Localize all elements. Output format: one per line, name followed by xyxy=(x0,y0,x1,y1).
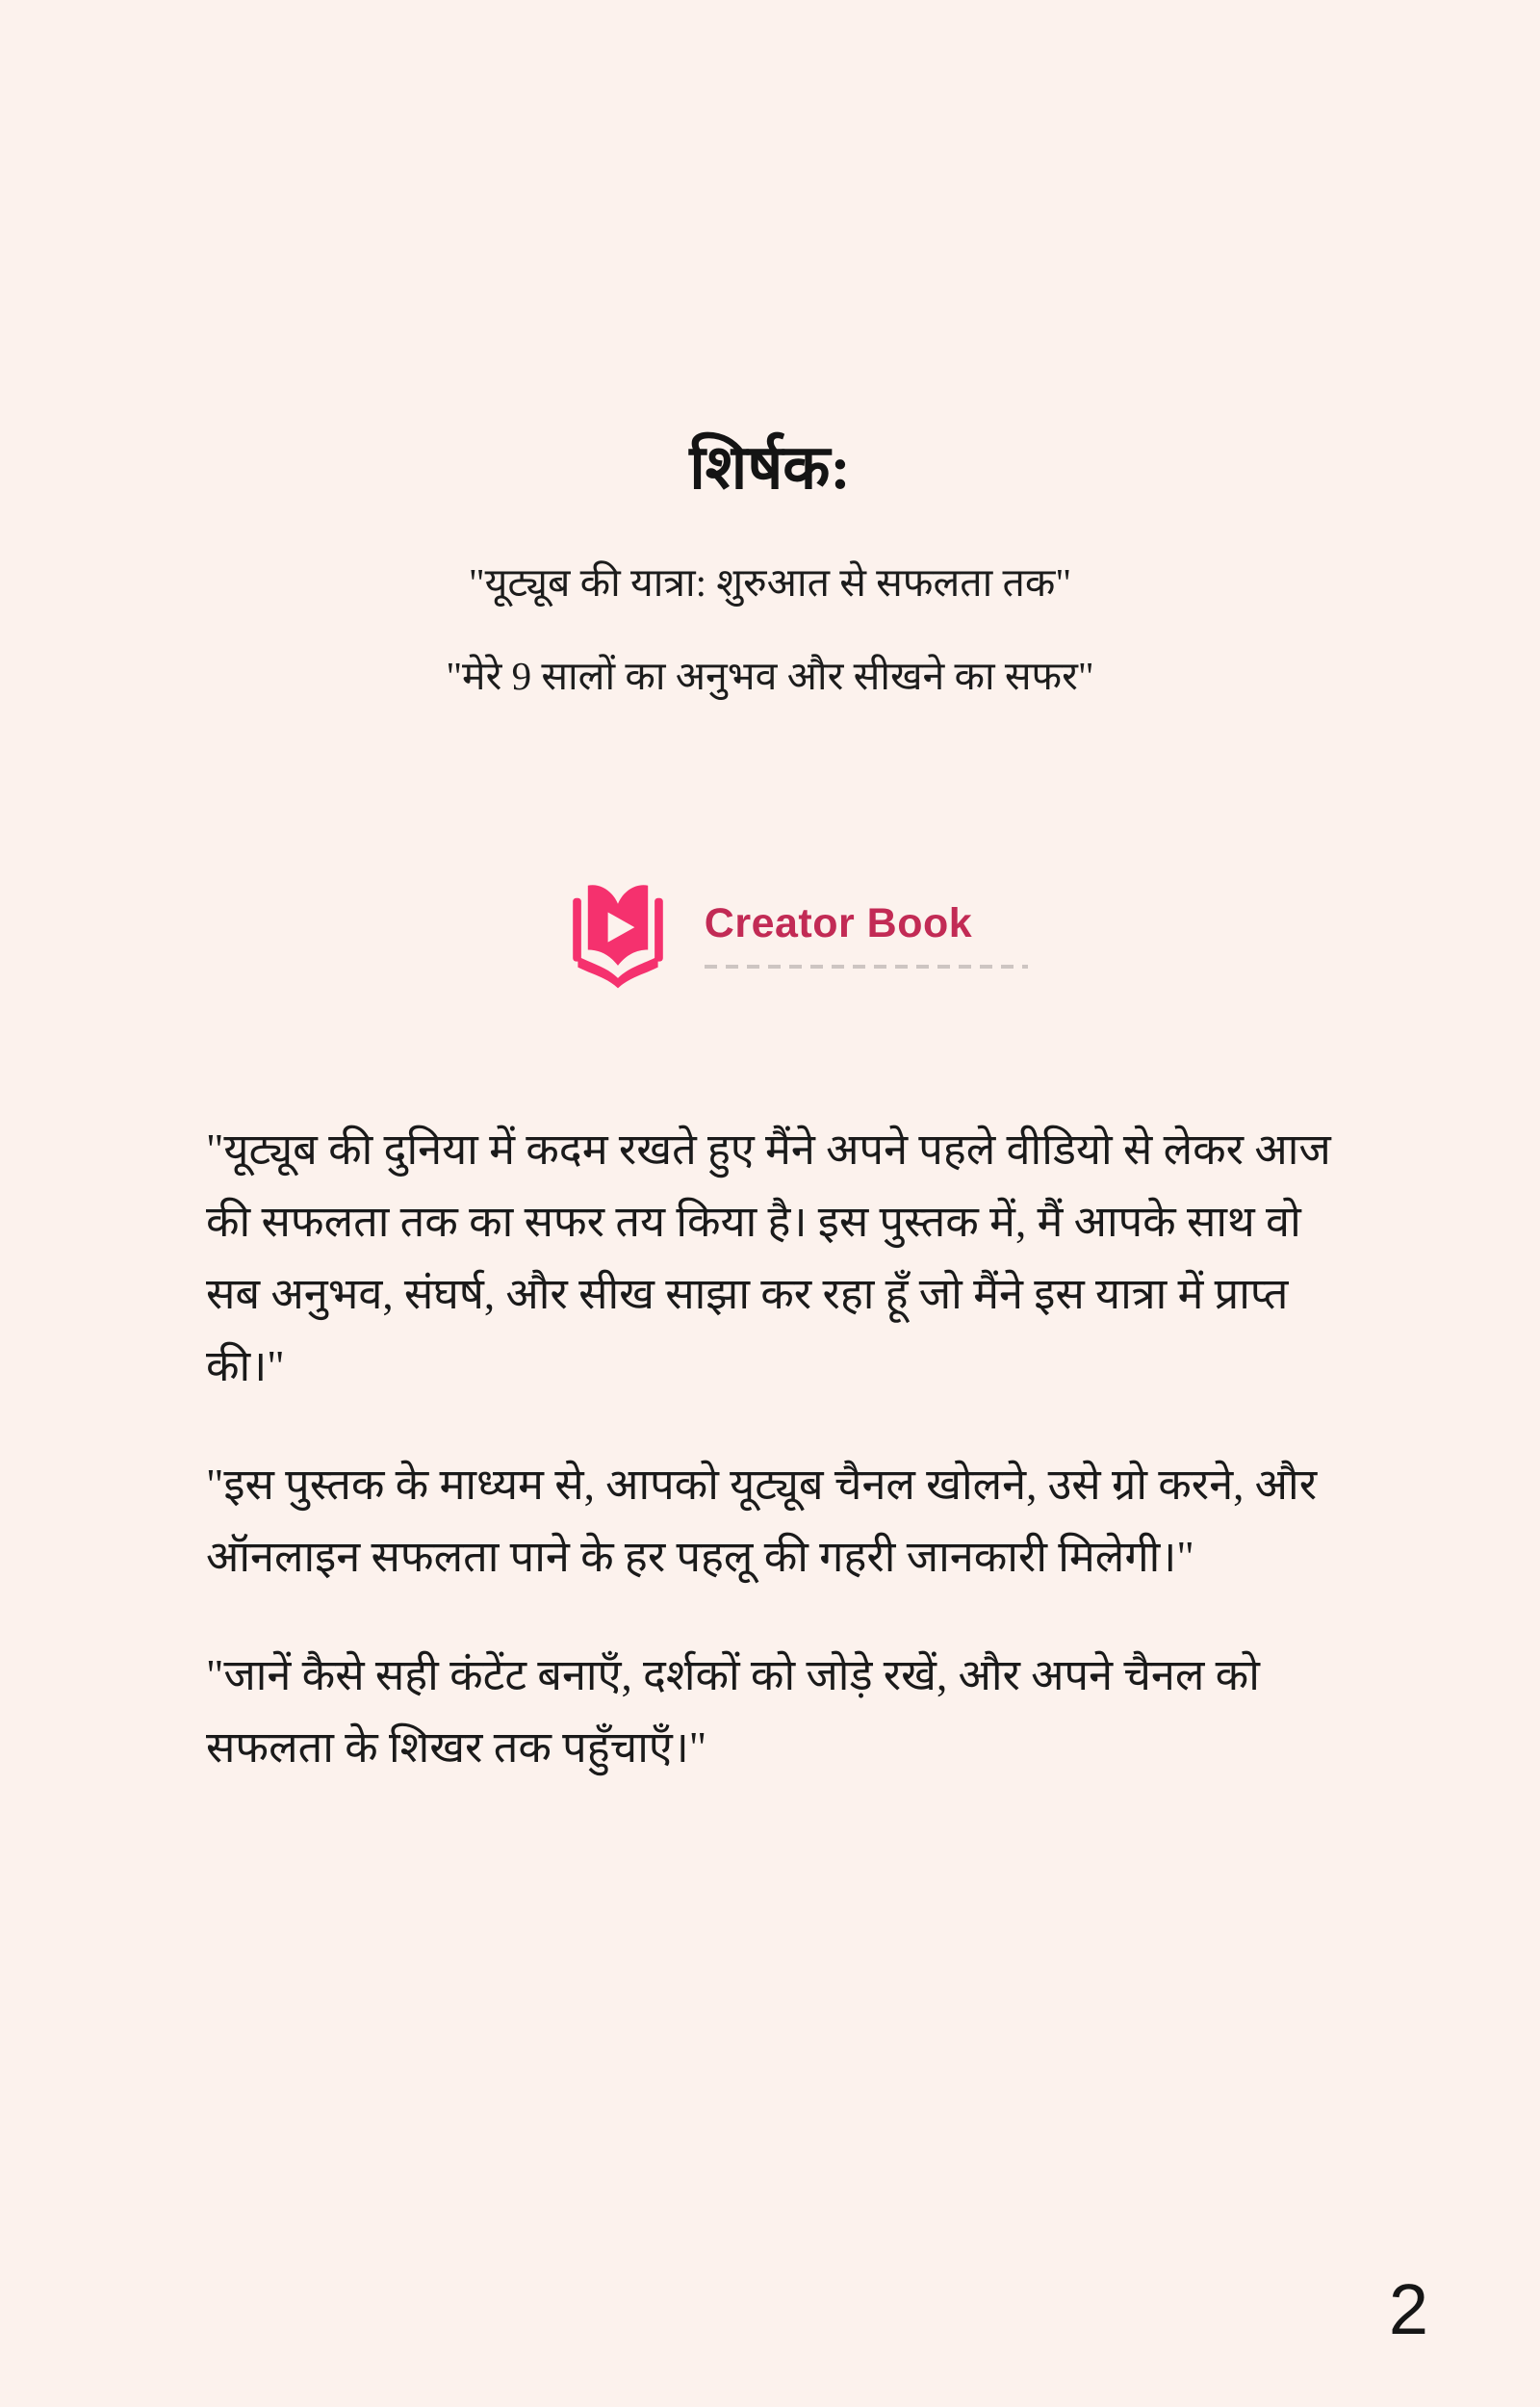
paragraph-1: "यूट्यूब की दुनिया में कदम रखते हुए मैंने अपने पहले वीडियो से लेकर आज की सफलता तक का सफर तय किया है। इस पुस्तक में, मैं आपके साथ वो सब अनुभव, संघर्ष, और सीख साझा कर रहा हूँ जो मैंने इस यात्रा में प्राप्त की।" xyxy=(206,1126,1331,1391)
subtitle-line-1: "यूट्यूब की यात्रा: शुरुआत से सफलता तक" xyxy=(468,559,1072,605)
page-title: शिर्षक: xyxy=(689,433,851,502)
brand-name: Creator Book xyxy=(704,899,973,946)
paragraph-2: "इस पुस्तक के माध्यम से, आपको यूट्यूब चैनल खोलने, उसे ग्रो करने, और ऑनलाइन सफलता पाने के हर पहलू की गहरी जानकारी मिलेगी।" xyxy=(206,1461,1318,1582)
brand-text-block xyxy=(705,900,972,969)
body-text xyxy=(0,1114,1540,1784)
subtitle-line-2: "मेरे 9 सालों का अनुभव और सीखने का सफर" xyxy=(446,654,1094,699)
paragraph-3: "जानें कैसे सही कंटेंट बनाएँ, दर्शकों को जोड़े रखें, और अपने चैनल को सफलता के शिखर तक पहुँचाएँ।" xyxy=(206,1651,1260,1773)
open-book-play-icon xyxy=(568,877,668,991)
brand-logo xyxy=(0,877,1540,991)
dashed-underline xyxy=(705,965,1028,969)
page-number: 2 xyxy=(1388,2269,1428,2349)
